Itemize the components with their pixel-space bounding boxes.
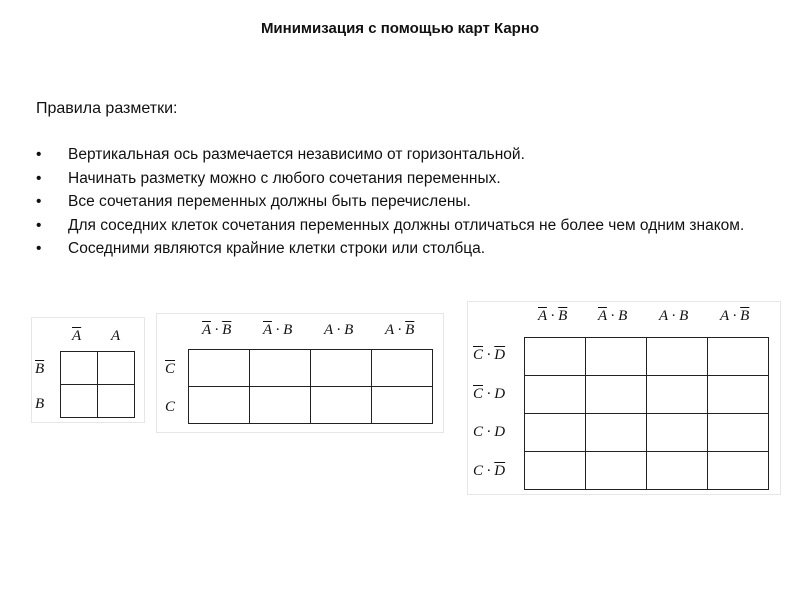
map-cell: [586, 414, 647, 452]
var-b: B: [344, 322, 354, 338]
var-b: $\overline{B}$: [558, 308, 568, 324]
col-label: [111, 328, 120, 345]
rule-text: Начинать разметку можно с любого сочетания переменных.: [68, 169, 501, 187]
map-grid: [524, 337, 769, 490]
and-dot: ·: [214, 322, 219, 338]
rule-item: [36, 167, 776, 191]
var-c: C: [473, 424, 484, 440]
col-label: [720, 308, 749, 325]
var-a: $\overline{A}$: [538, 308, 547, 324]
map-cell: [647, 376, 708, 414]
var-a: $\overline{A}$: [263, 322, 272, 338]
rule-item: [36, 214, 776, 238]
var-b: B: [283, 322, 293, 338]
and-dot: ·: [397, 322, 402, 338]
map-grid: [60, 351, 135, 418]
map-cell: [525, 414, 586, 452]
map-cell: [708, 414, 769, 452]
col-label: [324, 322, 353, 339]
map-cell: [98, 352, 135, 385]
and-dot: ·: [550, 308, 555, 324]
var-a: A: [385, 322, 394, 338]
rules-list: [36, 143, 776, 261]
and-dot: ·: [275, 322, 280, 338]
var-a: A: [659, 308, 668, 324]
rule-text: Все сочетания переменных должны быть перечислены.: [68, 193, 471, 211]
rule-item: [36, 143, 776, 167]
map-cell: [189, 350, 250, 387]
rule-item: [36, 237, 776, 261]
var-d: D: [494, 424, 506, 440]
map-cell: [586, 452, 647, 490]
and-dot: ·: [671, 308, 676, 324]
karnaugh-map-2x4: [157, 314, 443, 432]
and-dot: ·: [486, 347, 491, 363]
row-label: [473, 347, 505, 364]
var-c: $\overline{C}$: [473, 347, 484, 363]
row-label: [473, 463, 505, 480]
rule-text: Вертикальная ось размечается независимо от горизонтальной.: [68, 146, 525, 163]
map-cell: [647, 338, 708, 376]
map-cell: [525, 452, 586, 490]
col-label: [72, 328, 81, 345]
map-cell: [250, 387, 311, 424]
var-d: $\overline{D}$: [494, 463, 506, 479]
row-label: [165, 361, 175, 378]
map-grid: [188, 349, 433, 424]
and-dot: ·: [486, 386, 491, 402]
map-cell: [250, 350, 311, 387]
var-b: B: [35, 396, 45, 412]
var-b: $\overline{B}$: [222, 322, 232, 338]
col-label: [263, 322, 292, 339]
map-cell: [647, 414, 708, 452]
and-dot: ·: [486, 424, 491, 440]
var-d: D: [494, 386, 506, 402]
row-label: [35, 396, 44, 413]
row-label: [165, 399, 175, 416]
and-dot: ·: [732, 308, 737, 324]
and-dot: ·: [486, 463, 491, 479]
var-d: $\overline{D}$: [494, 347, 506, 363]
var-b: $\overline{B}$: [405, 322, 415, 338]
var-c: C: [473, 463, 484, 479]
and-dot: ·: [610, 308, 615, 324]
map-cell: [311, 350, 372, 387]
karnaugh-map-4x4: [468, 302, 780, 494]
var-b: $\overline{B}$: [740, 308, 750, 324]
bullet-icon: •: [36, 146, 42, 163]
var-a: A: [720, 308, 729, 324]
rule-item: [36, 190, 776, 214]
and-dot: ·: [336, 322, 341, 338]
col-label: [538, 308, 567, 325]
var-c: $\overline{C}$: [165, 361, 176, 377]
col-label: [659, 308, 688, 325]
var-a: A: [324, 322, 333, 338]
map-cell: [708, 452, 769, 490]
var-b: B: [679, 308, 689, 324]
map-cell: [586, 338, 647, 376]
var-b: $\overline{B}$: [35, 361, 45, 377]
bullet-icon: •: [36, 240, 42, 258]
map-cell: [189, 387, 250, 424]
map-cell: [311, 387, 372, 424]
var-b: B: [618, 308, 628, 324]
map-cell: [61, 352, 98, 385]
col-label: [385, 322, 414, 339]
var-a: $\overline{A}$: [72, 328, 82, 344]
map-cell: [372, 350, 433, 387]
map-cell: [61, 385, 98, 418]
bullet-icon: •: [36, 216, 42, 234]
col-label: [598, 308, 627, 325]
map-cell: [708, 338, 769, 376]
rule-text: Для соседних клеток сочетания переменных должны отличаться не более чем одним знаком.: [68, 216, 745, 234]
var-c: $\overline{C}$: [473, 386, 484, 402]
var-a: $\overline{A}$: [202, 322, 211, 338]
map-cell: [525, 376, 586, 414]
bullet-icon: •: [36, 193, 42, 211]
map-cell: [525, 338, 586, 376]
karnaugh-map-2x2: [32, 318, 144, 422]
var-c: C: [165, 399, 176, 415]
row-label: [473, 386, 505, 403]
var-a: A: [111, 328, 121, 344]
col-label: [202, 322, 231, 339]
row-label: [473, 424, 505, 441]
row-label: [35, 361, 44, 378]
rule-text: Соседними являются крайние клетки строки или столбца.: [68, 240, 486, 258]
var-a: $\overline{A}$: [598, 308, 607, 324]
map-cell: [98, 385, 135, 418]
map-cell: [647, 452, 708, 490]
bullet-icon: •: [36, 169, 42, 187]
map-cell: [708, 376, 769, 414]
map-cell: [372, 387, 433, 424]
page-title: Минимизация с помощью карт Карно: [260, 20, 540, 37]
map-cell: [586, 376, 647, 414]
rules-heading: Правила разметки:: [36, 100, 178, 117]
